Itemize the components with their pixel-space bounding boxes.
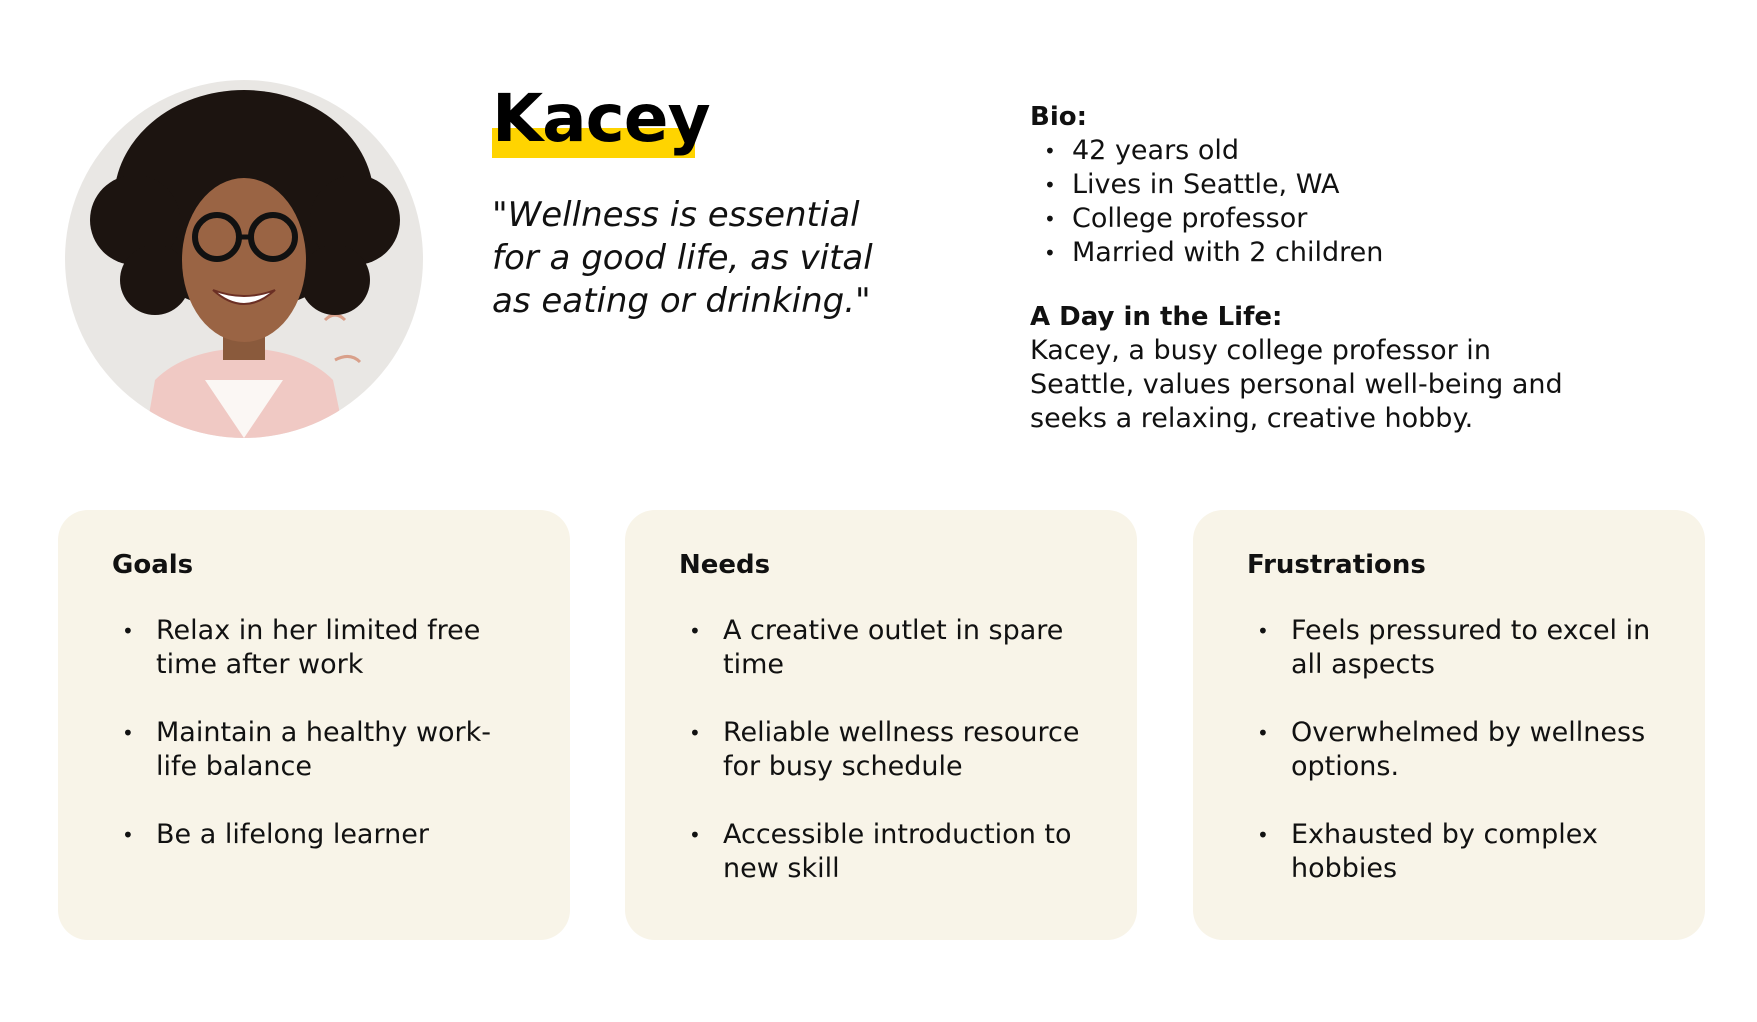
bio-item: • Lives in Seattle, WA	[1044, 168, 1630, 202]
need-item: • Reliable wellness resource for busy schedule	[689, 716, 1089, 784]
frustration-item: • Feels pressured to excel in all aspects	[1257, 614, 1657, 682]
goal-item: • Relax in her limited free time after work	[122, 614, 522, 682]
bio-title: Bio:	[1030, 102, 1087, 132]
goal-item: • Be a lifelong learner	[122, 818, 522, 852]
bio-item: • College professor	[1044, 202, 1630, 236]
bio-list	[1044, 134, 1630, 270]
frustrations-list	[1257, 614, 1657, 920]
goals-title: Goals	[112, 550, 194, 580]
day-title: A Day in the Life:	[1030, 302, 1283, 332]
goal-item: • Maintain a healthy work-life balance	[122, 716, 522, 784]
bio-item: • 42 years old	[1044, 134, 1630, 168]
need-item: • Accessible introduction to new skill	[689, 818, 1089, 886]
persona-name: Kacey	[492, 80, 710, 157]
frustrations-title: Frustrations	[1247, 550, 1426, 580]
needs-card	[625, 510, 1137, 940]
goals-list	[122, 614, 522, 886]
portrait-photo	[65, 80, 423, 438]
avatar	[65, 80, 423, 438]
goals-card	[58, 510, 570, 940]
persona-name-block	[492, 80, 710, 157]
need-item: • A creative outlet in spare time	[689, 614, 1089, 682]
frustration-item: • Exhausted by complex hobbies	[1257, 818, 1657, 886]
frustration-item: • Overwhelmed by wellness options.	[1257, 716, 1657, 784]
bio-item: • Married with 2 children	[1044, 236, 1630, 270]
needs-list	[689, 614, 1089, 920]
day-text: Kacey, a busy college professor in Seattle, values personal well-being and seeks a relaxing, creative hobby.	[1030, 335, 1563, 434]
info-section	[1030, 100, 1630, 436]
frustrations-card	[1193, 510, 1705, 940]
needs-title: Needs	[679, 550, 771, 580]
persona-quote: "Wellness is essential for a good life, as vital as eating or drinking."	[492, 195, 873, 321]
